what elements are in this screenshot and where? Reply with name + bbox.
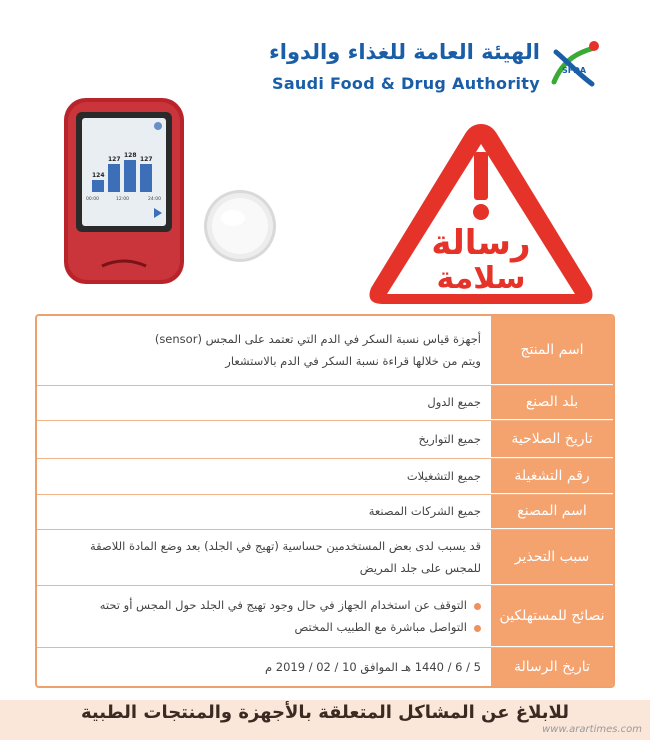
sfda-emblem-icon <box>546 38 602 94</box>
value-line: جميع التواريخ <box>418 431 481 446</box>
row-value <box>37 495 491 529</box>
row-value <box>37 586 491 647</box>
bar-label-2: 127 <box>108 156 121 163</box>
row-label: اسم المصنع <box>491 495 613 529</box>
table-row-product <box>37 316 613 386</box>
bar-label-1: 124 <box>92 172 105 179</box>
warning-line-1: رسالة <box>431 223 531 263</box>
glucose-meter-image <box>62 96 186 286</box>
table-row-manufacturer <box>37 495 613 530</box>
value-line: للمجس على جلد المريض <box>359 560 481 575</box>
row-value <box>37 386 491 420</box>
value-line: 5 / 6 / 1440 هـ الموافق 10 / 02 / 2019 م <box>264 660 481 675</box>
table-row-warning-reason <box>37 530 613 586</box>
row-label: نصائح للمستهلكين <box>491 586 613 647</box>
row-label: رقم التشغيلة <box>491 459 613 494</box>
warning-line-2: سلامة <box>436 261 526 296</box>
row-value <box>37 530 491 585</box>
product-info-table <box>35 314 615 688</box>
value-line: قد يسبب لدى بعض المستخدمين حساسية (تهيج في الجلد) بعد وضع المادة اللاصقة <box>89 538 481 553</box>
row-label: سبب التحذير <box>491 530 613 585</box>
sfda-logo <box>269 30 620 100</box>
table-row-country <box>37 386 613 421</box>
bar-2 <box>108 164 120 192</box>
sensor-disc-image <box>200 186 280 266</box>
table-row-advice <box>37 586 613 648</box>
advice-bullet: التوقف عن استخدام الجهاز في حال وجود تهيج في الجلد حول المجس أو تحته <box>47 595 481 617</box>
screen-status-icon <box>154 122 162 130</box>
value-line: جميع الدول <box>427 395 481 410</box>
watermark: www.arartimes.com <box>542 724 642 735</box>
table-row-expiry <box>37 421 613 459</box>
value-line: أجهزة قياس نسبة السكر في الدم التي تعتمد على المجس (sensor) <box>154 331 481 346</box>
time-label-3: 24:00 <box>148 197 161 202</box>
safety-warning-badge <box>365 118 597 310</box>
row-label: اسم المنتج <box>491 316 613 385</box>
bar-3 <box>124 160 136 192</box>
table-row-date <box>37 648 613 688</box>
value-line: جميع التشغيلات <box>406 468 481 483</box>
bar-4 <box>140 164 152 192</box>
advice-bullet: التواصل مباشرة مع الطبيب المختص <box>47 617 481 639</box>
row-value <box>37 459 491 494</box>
row-value <box>37 648 491 688</box>
table-row-batch <box>37 459 613 495</box>
time-label-1: 00:00 <box>86 197 99 202</box>
org-name-arabic: الهيئة العامة للغذاء والدواء <box>269 40 540 64</box>
time-label-2: 12:00 <box>116 197 129 202</box>
row-label: بلد الصنع <box>491 386 613 420</box>
org-name-english: Saudi Food & Drug Authority <box>272 74 540 93</box>
bar-1 <box>92 180 104 192</box>
row-value <box>37 316 491 385</box>
row-label: تاريخ الرسالة <box>491 648 613 688</box>
exclamation-icon <box>474 152 488 200</box>
row-label: تاريخ الصلاحية <box>491 421 613 458</box>
bar-label-3: 128 <box>124 152 137 159</box>
value-line: ويتم من خلالها قراءة نسبة السكر في الدم بالاستشعار <box>225 353 481 368</box>
row-value <box>37 421 491 458</box>
value-line: جميع الشركات المصنعة <box>368 504 481 519</box>
bar-label-4: 127 <box>140 156 153 163</box>
footer-report-text: للابلاغ عن المشاكل المتعلقة بالأجهزة والمنتجات الطبية <box>81 702 569 723</box>
svg-text:SFDA: SFDA <box>562 66 587 75</box>
